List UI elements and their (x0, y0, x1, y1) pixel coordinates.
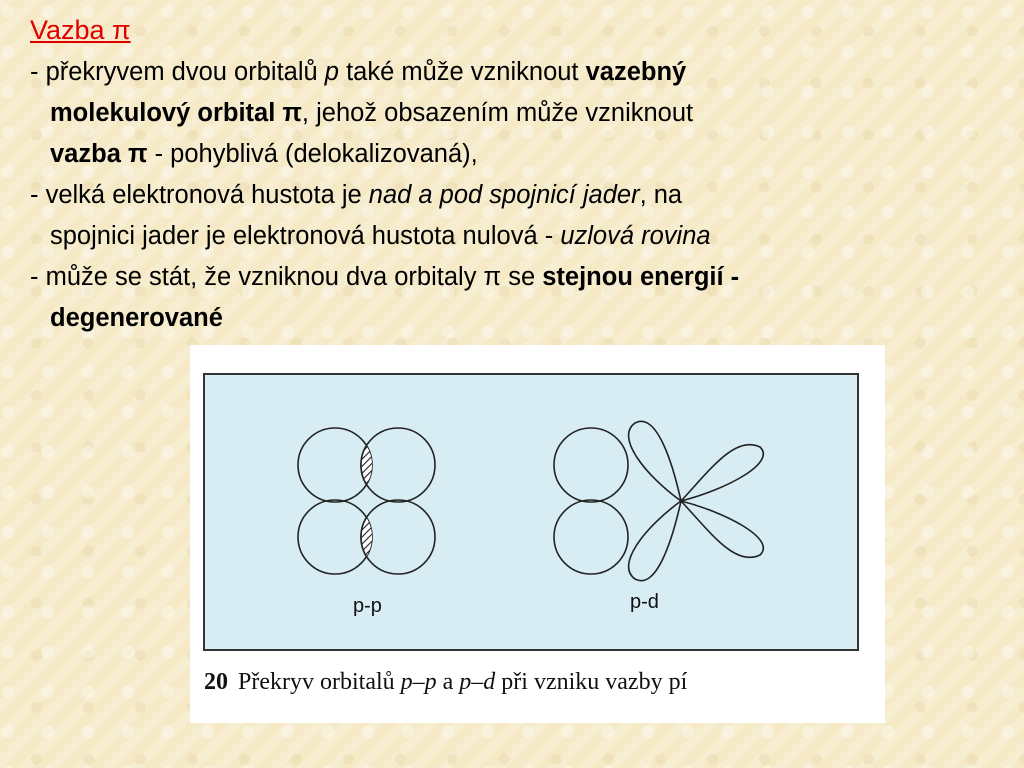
caption-run: Překryv orbitalů (238, 669, 401, 695)
slide-text (30, 10, 1010, 339)
text-run: - může se stát, že vzniknou dva orbitaly π se (30, 263, 543, 291)
p-d-overlap (554, 421, 763, 580)
label-p-d: p-d (630, 591, 659, 613)
bullet-3-line-2 (30, 298, 1010, 339)
bullet-2-line-1 (30, 175, 1010, 216)
figure-number: 20 (204, 669, 228, 695)
d-orbital-lobe (629, 421, 681, 501)
caption-run: a (436, 669, 460, 695)
d-orbital-lobe (681, 445, 763, 501)
figure-caption (204, 669, 874, 696)
title-text: Vazba π (30, 15, 131, 45)
italic-run: uzlová rovina (560, 222, 711, 250)
bullet-3-line-1 (30, 257, 1010, 298)
overlap-region (629, 501, 681, 581)
p-p-overlap (298, 428, 435, 574)
p-orbital-lobe (554, 428, 628, 502)
text-run: - překryvem dvou orbitalů (30, 58, 325, 86)
bold-run: degenerované (50, 304, 223, 332)
d-orbital-lobe (681, 501, 763, 557)
italic-run: p (324, 58, 339, 86)
bullet-1-line-1 (30, 52, 1010, 93)
bold-run: stejnou energií - (542, 263, 740, 291)
label-p-p: p-p (353, 595, 382, 617)
d-orbital-lobe (629, 501, 681, 581)
text-run: - pohyblivá (delokalizovaná), (147, 140, 478, 168)
bullet-2-line-2 (30, 216, 1010, 257)
caption-italic-run: p–p (400, 669, 437, 695)
text-run: spojnici jader je elektronová hustota nulová - (50, 222, 561, 250)
figure-panel (203, 373, 859, 651)
text-run: - velká elektronová hustota je (30, 181, 369, 209)
orbital-overlap-diagram (205, 375, 857, 649)
p-orbital-lobe (554, 500, 628, 574)
bold-run: vazba π (50, 140, 148, 168)
bullet-1-line-3 (30, 134, 1010, 175)
orbital-figure (190, 345, 885, 723)
italic-run: nad a pod spojnicí jader (368, 181, 640, 209)
bold-run: molekulový orbital π (50, 99, 302, 127)
text-run: , na (639, 181, 683, 209)
text-run: také může vzniknout (338, 58, 586, 86)
caption-run: při vzniku vazby pí (495, 669, 688, 695)
text-run: , jehož obsazením může vzniknout (301, 99, 694, 127)
bold-run: vazebný (585, 58, 687, 86)
slide-title (30, 10, 1010, 52)
bullet-1-line-2 (30, 93, 1010, 134)
overlap-region (629, 421, 681, 501)
caption-italic-run: p–d (459, 669, 496, 695)
